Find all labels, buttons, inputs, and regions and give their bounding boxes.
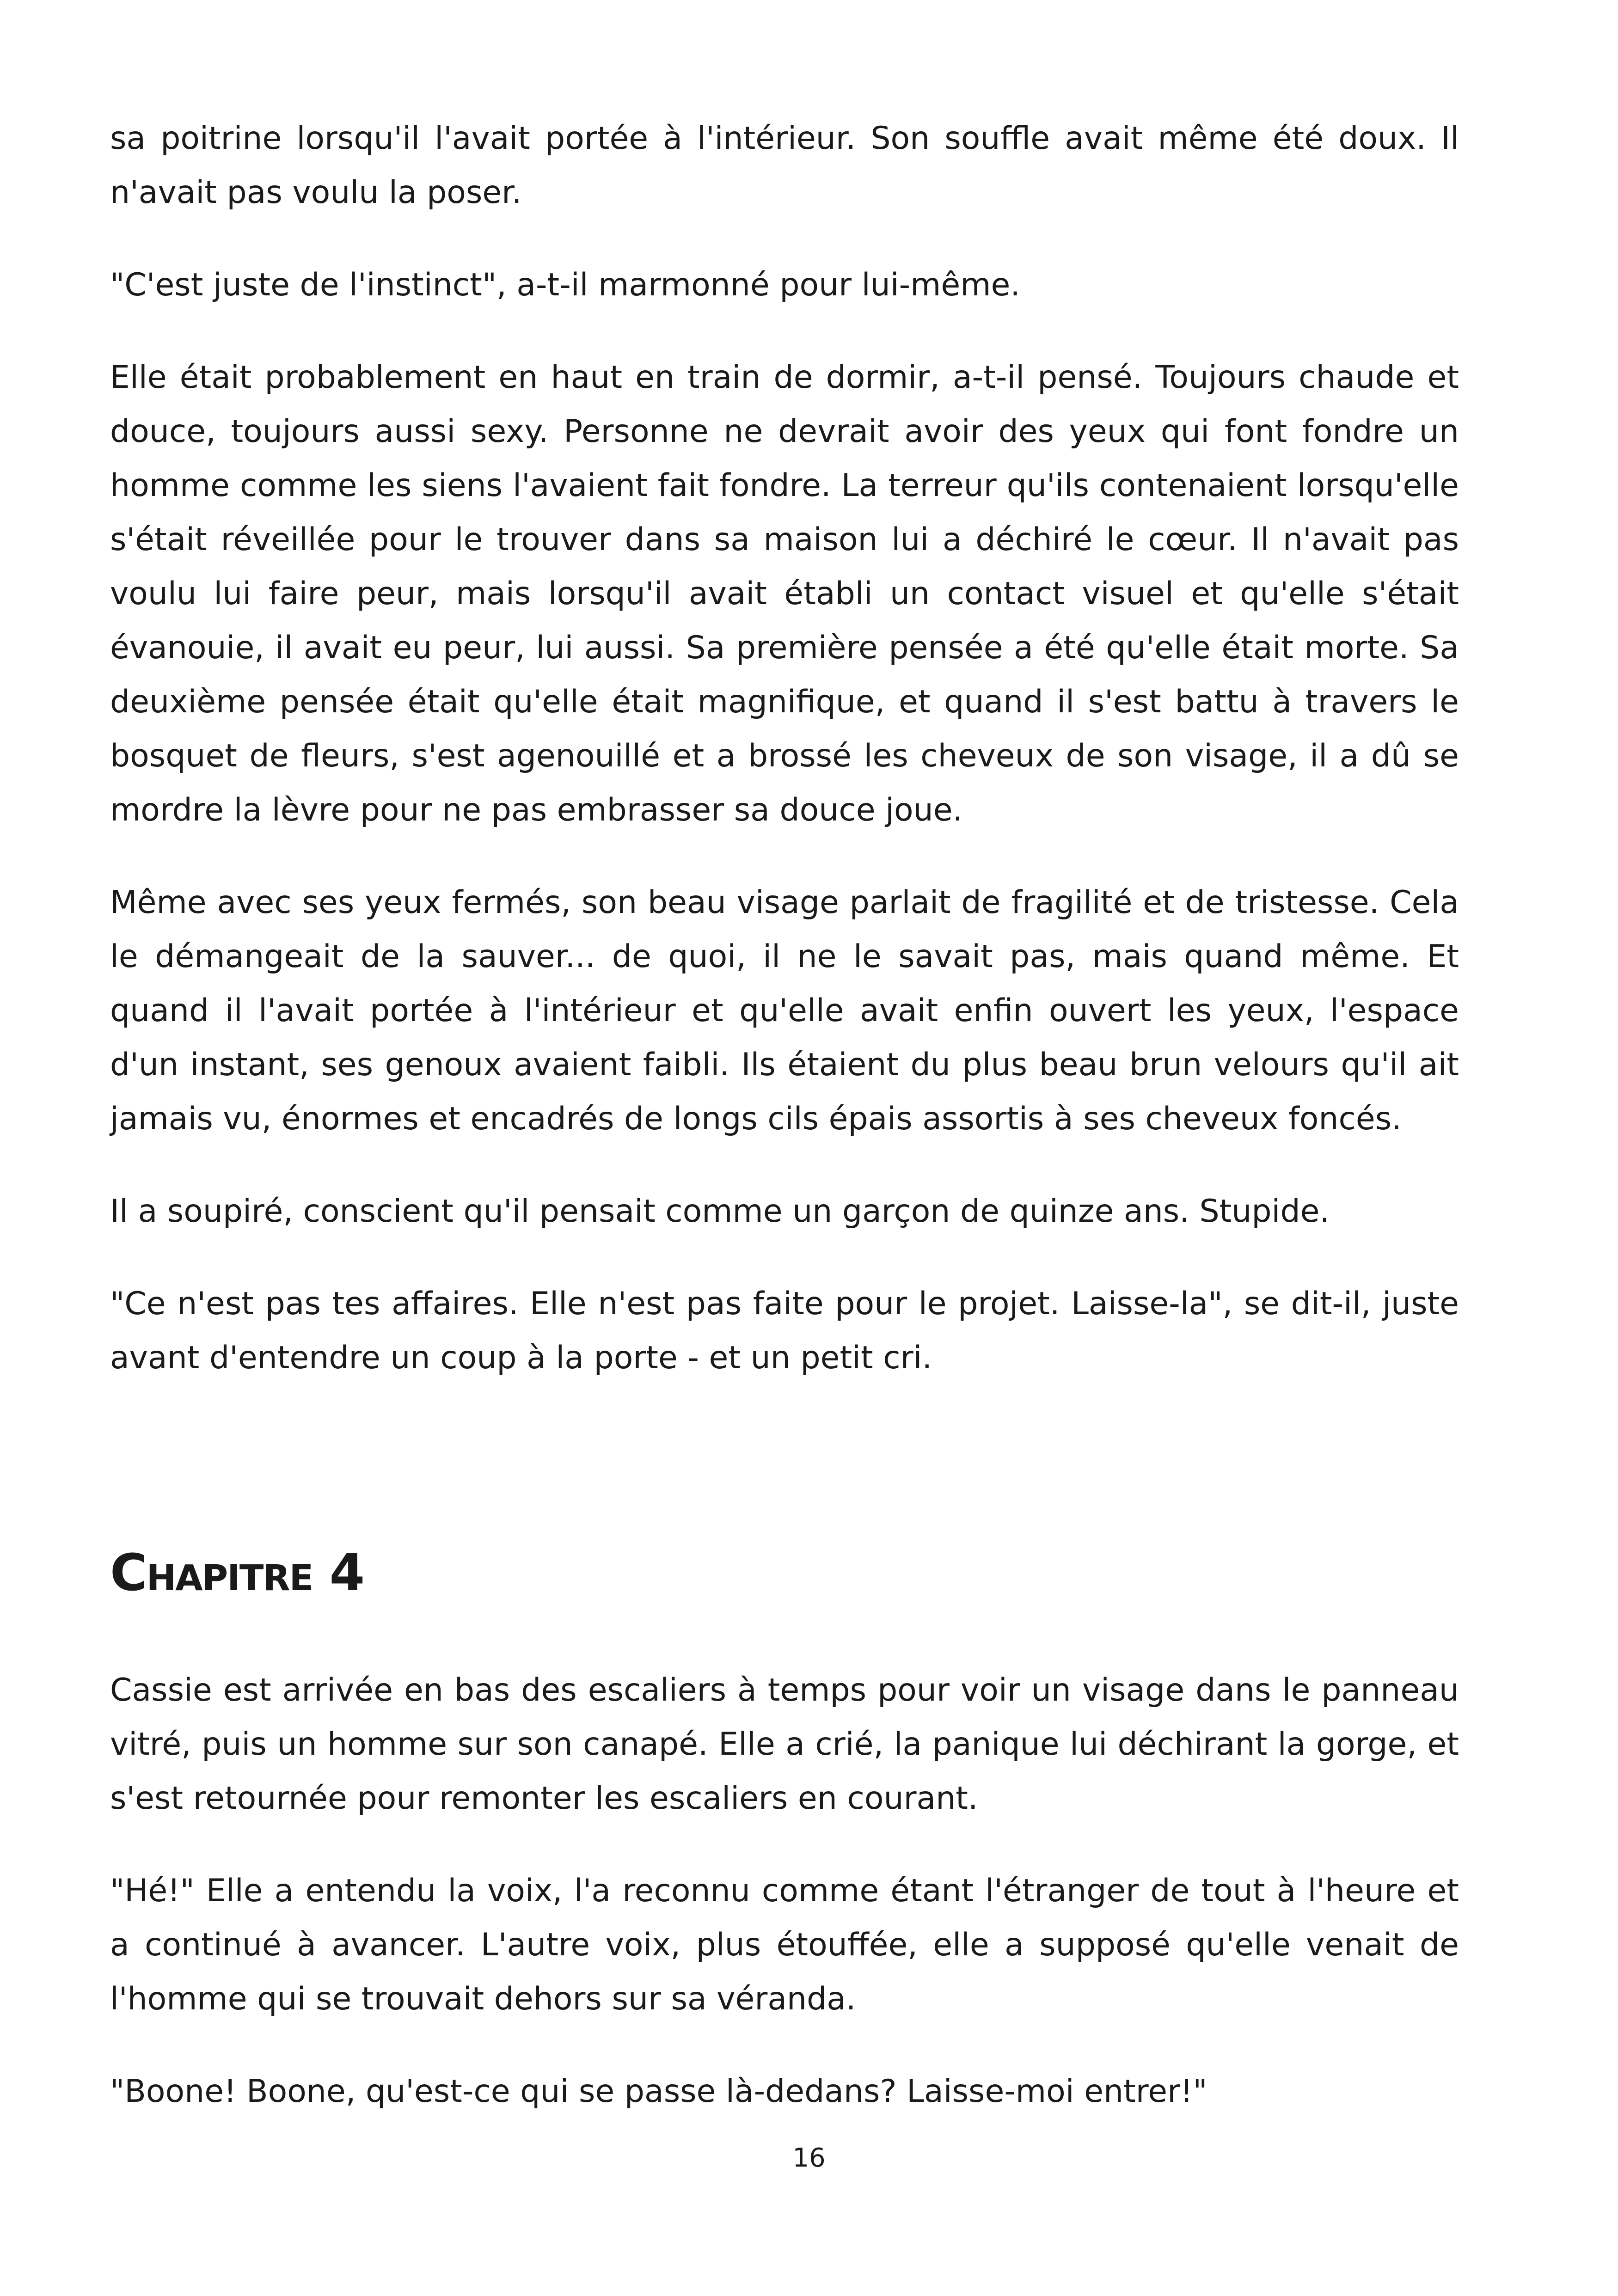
paragraph: Même avec ses yeux fermés, son beau visage parlait de fragilité et de tristesse. Cela le démangeait de la sauver... de quoi, il ne le savait pas, mais quand même. Et quand il l'avait portée à l'intérieur et qu'elle avait enfin ouvert les yeux, l'espace d'un instant, ses genoux avaient faibli. Ils étaient du plus beau brun velours qu'il ait jamais vu, énormes et encadrés de longs cils épais assortis à ses cheveux foncés.	[110, 884, 1459, 1137]
chapter-heading-number: 4	[329, 1543, 364, 1602]
paragraph: "Hé!" Elle a entendu la voix, l'a reconnu comme étant l'étranger de tout à l'heure et a continué à avancer. L'autre voix, plus étouffée, elle a supposé qu'elle venait de l'homme qui se trouvait dehors sur sa véranda.	[110, 1873, 1459, 2017]
paragraph: "Ce n'est pas tes affaires. Elle n'est pas faite pour le projet. Laisse-la", se dit-il, juste avant d'entendre un coup à la porte - et un petit cri.	[110, 1286, 1459, 1376]
paragraph: "Boone! Boone, qu'est-ce qui se passe là-dedans? Laisse-moi entrer!"	[110, 2073, 1207, 2110]
paragraph: Il a soupiré, conscient qu'il pensait comme un garçon de quinze ans. Stupide.	[110, 1193, 1330, 1230]
chapter-heading-word: Chapitre	[110, 1543, 313, 1602]
paragraph: Elle était probablement en haut en train de dormir, a-t-il pensé. Toujours chaude et douce, toujours aussi sexy. Personne ne devrait avoir des yeux qui font fondre un homme comme les siens l'avaient fait fondre. La terreur qu'ils contenaient lorsqu'elle s'était réveillée pour le trouver dans sa maison lui a déchiré le cœur. Il n'avait pas voulu lui faire peur, mais lorsqu'il avait établi un contact visuel et qu'elle s'était évanouie, il avait eu peur, lui aussi. Sa première pensée a été qu'elle était morte. Sa deuxième pensée était qu'elle était magnifique, et quand il s'est battu à travers le bosquet de fleurs, s'est agenouillé et a brossé les cheveux de son visage, il a dû se mordre la lèvre pour ne pas embrasser sa douce joue.	[110, 359, 1459, 828]
body-text-before-chapter	[110, 111, 1459, 1385]
chapter-heading	[110, 1540, 364, 1605]
page-number: 16	[792, 2143, 826, 2173]
paragraph: Cassie est arrivée en bas des escaliers à temps pour voir un visage dans le panneau vitré, puis un homme sur son canapé. Elle a crié, la panique lui déchirant la gorge, et s'est retournée pour remonter les escaliers en courant.	[110, 1672, 1459, 1817]
body-text-chapter	[110, 1663, 1459, 2118]
paragraph: "C'est juste de l'instinct", a-t-il marmonné pour lui-même.	[110, 267, 1020, 303]
paragraph: sa poitrine lorsqu'il l'avait portée à l'intérieur. Son souffle avait même été doux. Il n'avait pas voulu la poser.	[110, 120, 1459, 211]
